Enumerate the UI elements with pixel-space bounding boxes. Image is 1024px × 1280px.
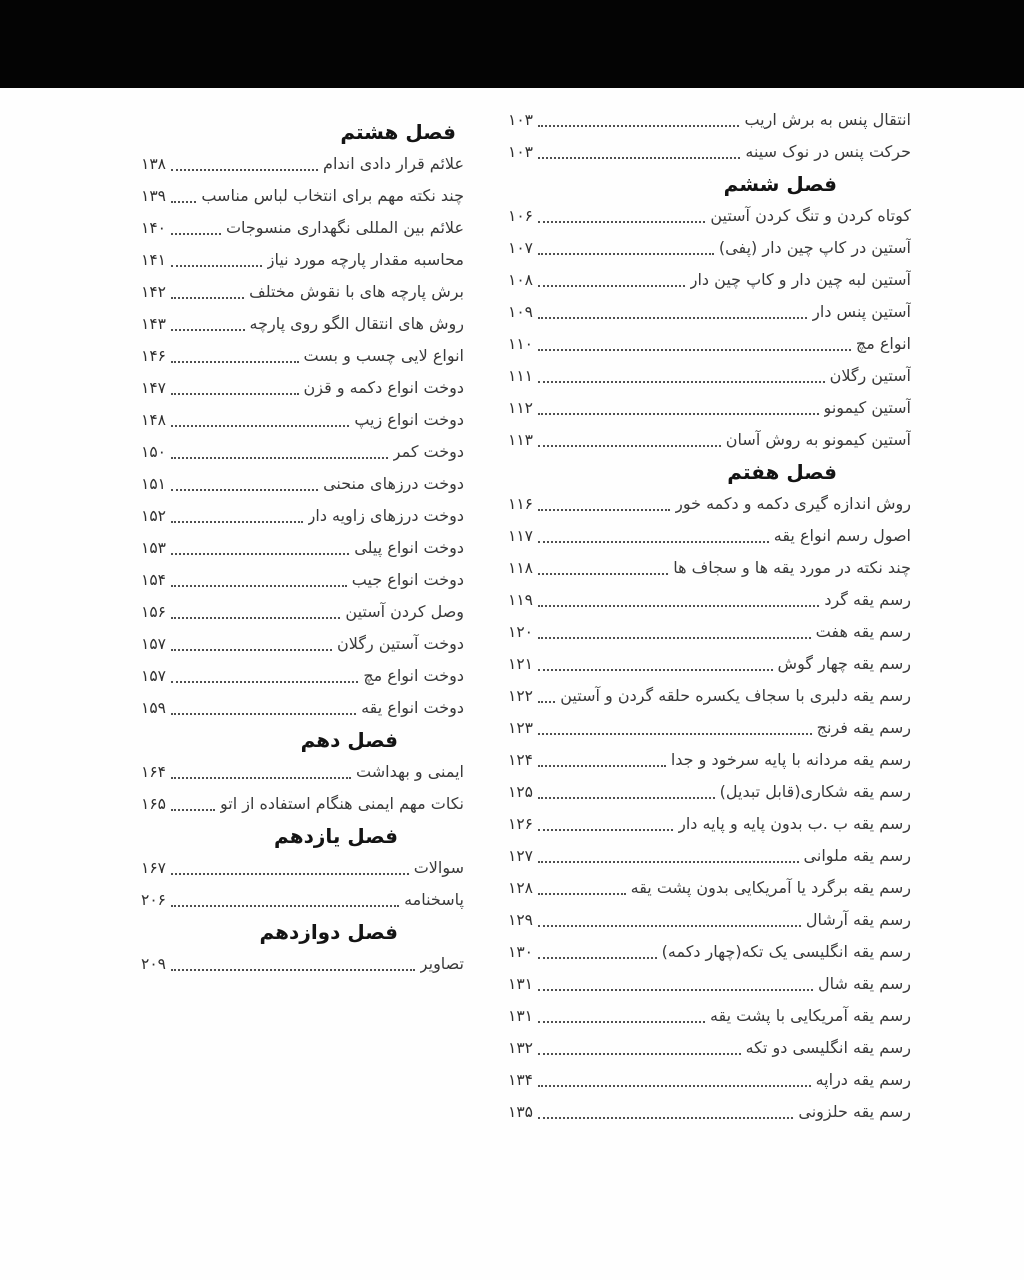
toc-entry <box>136 436 464 468</box>
toc-entry-title: کوتاه کردن و تنگ کردن آستین <box>710 206 911 225</box>
dot-leader <box>171 681 358 683</box>
dot-leader <box>538 445 721 447</box>
toc-entry-page-number: ۱۲۵ <box>508 783 533 801</box>
toc-entry <box>503 776 911 808</box>
toc-entry-title: محاسبه مقدار پارچه مورد نیاز <box>266 250 464 269</box>
dot-leader <box>538 1053 741 1055</box>
toc-entry-title: دوخت انواع زیپ <box>354 410 464 429</box>
toc-entry-title: رسم یقه برگرد یا آمریکایی بدون پشت یقه <box>630 878 911 897</box>
toc-entry-title: اصول رسم انواع یقه <box>773 526 911 545</box>
toc-entry <box>503 232 911 264</box>
toc-entry-title: انواع لایی چسب و بست <box>303 346 464 365</box>
toc-section <box>136 916 464 980</box>
toc-entry <box>503 488 911 520</box>
toc-entry <box>503 840 911 872</box>
toc-entry-title: رسم یقه شال <box>818 974 911 993</box>
toc-column-left <box>136 116 464 980</box>
toc-entry-title: انواع مچ <box>855 334 911 353</box>
dot-leader <box>538 573 668 575</box>
toc-entry-page-number: ۱۲۳ <box>508 719 533 737</box>
chapter-heading: فصل ششم <box>723 172 837 196</box>
toc-entry-title: دوخت انواع دکمه و قزن <box>303 378 464 397</box>
dot-leader <box>171 521 303 523</box>
chapter-heading: فصل دهم <box>300 728 398 752</box>
dot-leader <box>171 649 332 651</box>
toc-entry-title: رسم یقه دراپه <box>815 1070 911 1089</box>
toc-entry <box>503 872 911 904</box>
toc-entry-title: رسم یقه آمریکایی با پشت یقه <box>709 1006 911 1025</box>
toc-section <box>136 820 464 916</box>
toc-entry-title: دوخت انواع مچ <box>363 666 464 685</box>
toc-entry <box>503 616 911 648</box>
dot-leader <box>171 553 349 555</box>
toc-entry-page-number: ۱۱۳ <box>508 431 533 449</box>
toc-entry <box>503 712 911 744</box>
dot-leader <box>171 457 388 459</box>
dot-leader <box>538 701 555 703</box>
toc-entry <box>136 628 464 660</box>
toc-entry <box>136 180 464 212</box>
toc-entry <box>136 788 464 820</box>
toc-entry-page-number: ۱۰۹ <box>508 303 533 321</box>
dot-leader <box>171 393 299 395</box>
toc-entry-page-number: ۱۴۶ <box>141 347 166 365</box>
toc-entry-title: دوخت درزهای منحنی <box>323 474 464 493</box>
toc-entry <box>136 596 464 628</box>
toc-entry-page-number: ۱۴۳ <box>141 315 166 333</box>
toc-entry <box>503 584 911 616</box>
toc-entry-page-number: ۱۲۴ <box>508 751 533 769</box>
toc-entry-page-number: ۱۵۰ <box>141 443 166 461</box>
toc-entry-title: ایمنی و بهداشت <box>356 762 464 781</box>
toc-entry-title: وصل کردن آستین <box>345 602 464 621</box>
toc-entry-page-number: ۱۳۱ <box>508 1007 533 1025</box>
toc-entry <box>503 104 911 136</box>
toc-entry <box>503 328 911 360</box>
toc-entry-title: آستین در کاپ چین دار (پفی) <box>718 238 911 257</box>
toc-entry <box>136 692 464 724</box>
toc-entry <box>136 852 464 884</box>
toc-entry-page-number: ۱۰۶ <box>508 207 533 225</box>
toc-entry <box>503 1064 911 1096</box>
dot-leader <box>538 765 666 767</box>
toc-entry-title: آستین کیمونو <box>823 398 911 417</box>
dot-leader <box>538 509 670 511</box>
toc-entry-title: رسم یقه شکاری(قابل تبدیل) <box>719 782 911 801</box>
toc-entry <box>503 264 911 296</box>
toc-entry <box>503 680 911 712</box>
toc-entry-page-number: ۱۳۸ <box>141 155 166 173</box>
toc-entry-page-number: ۱۰۳ <box>508 111 533 129</box>
toc-entry-page-number: ۱۳۰ <box>508 943 533 961</box>
dot-leader <box>538 349 851 351</box>
toc-entry-title: رسم یقه مردانه با پایه سرخود و جدا <box>670 750 911 769</box>
toc-entry-page-number: ۱۰۳ <box>508 143 533 161</box>
toc-entry-title: رسم یقه انگلیسی یک تکه(چهار دکمه) <box>661 942 911 961</box>
toc-entry-page-number: ۱۶۴ <box>141 763 166 781</box>
toc-entry-title: آستین پنس دار <box>812 302 911 321</box>
toc-entry-title: دوخت آستین رگلان <box>337 634 464 653</box>
toc-entry-title: علائم بین المللی نگهداری منسوجات <box>225 218 464 237</box>
toc-entry-title: آستین رگلان <box>829 366 911 385</box>
toc-entry <box>136 308 464 340</box>
toc-entry-page-number: ۱۵۷ <box>141 635 166 653</box>
dot-leader <box>538 541 769 543</box>
toc-entry-page-number: ۱۶۵ <box>141 795 166 813</box>
toc-entry <box>503 392 911 424</box>
toc-entry <box>136 884 464 916</box>
toc-entry-title: چند نکته مهم برای انتخاب لباس مناسب <box>201 186 464 205</box>
toc-entry-title: انتقال پنس به برش اریب <box>744 110 911 129</box>
toc-entry-page-number: ۱۲۷ <box>508 847 533 865</box>
toc-entry-page-number: ۱۵۴ <box>141 571 166 589</box>
chapter-heading: فصل هفتم <box>727 460 837 484</box>
toc-entry-title: رسم یقه آرشال <box>805 910 911 929</box>
toc-column-right <box>503 104 911 1128</box>
chapter-heading: فصل یازدهم <box>274 824 398 848</box>
toc-entry-title: علائم قرار دادی اندام <box>323 154 464 173</box>
toc-entry <box>503 136 911 168</box>
toc-entry-page-number: ۱۴۲ <box>141 283 166 301</box>
toc-entry-page-number: ۱۲۶ <box>508 815 533 833</box>
dot-leader <box>538 1117 793 1119</box>
dot-leader <box>538 829 673 831</box>
book-page <box>0 88 1024 1280</box>
dot-leader <box>538 989 813 991</box>
toc-entry-title: رسم یقه حلزونی <box>798 1102 911 1121</box>
toc-entry <box>136 660 464 692</box>
dot-leader <box>538 733 812 735</box>
dot-leader <box>171 969 415 971</box>
toc-entry <box>503 648 911 680</box>
toc-entry-page-number: ۱۲۱ <box>508 655 533 673</box>
toc-entry-title: دوخت درزهای زاویه دار <box>307 506 464 525</box>
toc-entry <box>503 744 911 776</box>
toc-entry <box>136 468 464 500</box>
toc-entry-page-number: ۱۱۶ <box>508 495 533 513</box>
toc-entry-page-number: ۱۴۱ <box>141 251 166 269</box>
dot-leader <box>538 861 799 863</box>
dot-leader <box>538 605 819 607</box>
toc-entry-title: تصاویر <box>419 954 464 973</box>
toc-entry <box>136 372 464 404</box>
dot-leader <box>538 637 811 639</box>
toc-entry-title: رسم یقه هفت <box>815 622 911 641</box>
dot-leader <box>171 905 399 907</box>
toc-entry <box>136 532 464 564</box>
dot-leader <box>171 169 318 171</box>
toc-entry-page-number: ۱۵۲ <box>141 507 166 525</box>
top-letterbox-bar <box>0 0 1024 88</box>
toc-entry-page-number: ۱۵۳ <box>141 539 166 557</box>
dot-leader <box>538 925 801 927</box>
toc-section <box>503 104 911 168</box>
toc-entry <box>503 904 911 936</box>
dot-leader <box>538 317 807 319</box>
toc-entry <box>136 244 464 276</box>
toc-entry <box>503 808 911 840</box>
toc-entry-page-number: ۱۵۹ <box>141 699 166 717</box>
toc-entry-page-number: ۱۲۰ <box>508 623 533 641</box>
dot-leader <box>538 797 715 799</box>
dot-leader <box>171 361 299 363</box>
dot-leader <box>171 329 245 331</box>
toc-entry <box>503 296 911 328</box>
toc-entry-title: نکات مهم ایمنی هنگام استفاده از اتو <box>219 794 464 813</box>
toc-entry-page-number: ۱۰۸ <box>508 271 533 289</box>
dot-leader <box>538 253 714 255</box>
toc-section <box>503 456 911 1128</box>
dot-leader <box>171 265 262 267</box>
toc-entry-title: دوخت انواع یقه <box>361 698 464 717</box>
toc-entry-page-number: ۱۵۷ <box>141 667 166 685</box>
toc-section <box>136 724 464 820</box>
dot-leader <box>538 221 705 223</box>
toc-entry-page-number: ۱۵۶ <box>141 603 166 621</box>
dot-leader <box>171 201 196 203</box>
toc-entry-title: دوخت انواع پیلی <box>354 538 464 557</box>
toc-entry-page-number: ۱۱۲ <box>508 399 533 417</box>
toc-entry-page-number: ۱۲۸ <box>508 879 533 897</box>
toc-entry-title: آستین لبه چین دار و کاپ چین دار <box>689 270 911 289</box>
toc-entry-page-number: ۱۱۹ <box>508 591 533 609</box>
toc-entry-title: روش اندازه گیری دکمه و دکمه خور <box>675 494 911 513</box>
chapter-heading: فصل هشتم <box>340 120 456 144</box>
toc-entry <box>136 500 464 532</box>
toc-entry-title: رسم یقه دلبری با سجاف یکسره حلقه گردن و آستین <box>560 686 911 705</box>
toc-entry-title: چند نکته در مورد یقه ها و سجاف ها <box>673 558 911 577</box>
chapter-heading: فصل دوازدهم <box>259 920 398 944</box>
dot-leader <box>538 1021 705 1023</box>
toc-entry <box>503 360 911 392</box>
toc-entry-title: دوخت انواع جیب <box>351 570 464 589</box>
toc-entry-title: روش های انتقال الگو روی پارچه <box>249 314 464 333</box>
toc-entry-page-number: ۱۶۷ <box>141 859 166 877</box>
toc-entry-title: رسم یقه انگلیسی دو تکه <box>745 1038 911 1057</box>
dot-leader <box>538 1085 811 1087</box>
toc-section <box>503 168 911 456</box>
toc-entry <box>503 1000 911 1032</box>
dot-leader <box>538 957 657 959</box>
toc-entry-page-number: ۱۲۹ <box>508 911 533 929</box>
toc-entry-page-number: ۱۰۷ <box>508 239 533 257</box>
dot-leader <box>538 669 773 671</box>
toc-entry <box>503 1032 911 1064</box>
dot-leader <box>171 585 347 587</box>
toc-entry-page-number: ۱۴۷ <box>141 379 166 397</box>
dot-leader <box>538 157 740 159</box>
toc-entry-page-number: ۱۱۸ <box>508 559 533 577</box>
toc-entry <box>503 520 911 552</box>
dot-leader <box>171 617 340 619</box>
toc-entry-title: پاسخنامه <box>404 890 464 909</box>
dot-leader <box>171 297 244 299</box>
toc-entry <box>136 148 464 180</box>
toc-entry-page-number: ۱۳۹ <box>141 187 166 205</box>
dot-leader <box>171 489 318 491</box>
dot-leader <box>538 285 685 287</box>
toc-entry-title: دوخت کمر <box>392 442 464 461</box>
toc-entry <box>503 424 911 456</box>
toc-entry-page-number: ۱۵۱ <box>141 475 166 493</box>
toc-entry-title: حرکت پنس در نوک سینه <box>745 142 911 161</box>
toc-entry <box>136 948 464 980</box>
toc-entry <box>136 756 464 788</box>
toc-entry <box>503 552 911 584</box>
toc-entry-title: سوالات <box>413 858 464 877</box>
toc-entry <box>136 276 464 308</box>
toc-entry-title: برش پارچه های با نقوش مختلف <box>249 282 464 301</box>
toc-entry-page-number: ۱۳۴ <box>508 1071 533 1089</box>
dot-leader <box>171 713 356 715</box>
dot-leader <box>538 893 626 895</box>
toc-entry-page-number: ۱۱۷ <box>508 527 533 545</box>
dot-leader <box>171 425 349 427</box>
toc-section <box>136 116 464 724</box>
toc-entry-page-number: ۲۰۶ <box>141 891 166 909</box>
toc-entry <box>136 212 464 244</box>
toc-entry-page-number: ۱۱۱ <box>508 367 533 385</box>
dot-leader <box>538 381 825 383</box>
toc-entry-page-number: ۱۲۲ <box>508 687 533 705</box>
toc-entry <box>136 340 464 372</box>
toc-entry-title: رسم یقه ملوانی <box>803 846 911 865</box>
toc-entry-page-number: ۱۳۲ <box>508 1039 533 1057</box>
toc-entry-page-number: ۲۰۹ <box>141 955 166 973</box>
dot-leader <box>171 233 221 235</box>
toc-entry-page-number: ۱۴۸ <box>141 411 166 429</box>
toc-entry <box>503 936 911 968</box>
toc-entry <box>136 404 464 436</box>
toc-entry-page-number: ۱۱۰ <box>508 335 533 353</box>
toc-entry-title: رسم یقه فرنج <box>816 718 911 737</box>
toc-entry-title: رسم یقه ب .ب بدون پایه و پایه دار <box>678 814 911 833</box>
dot-leader <box>171 809 215 811</box>
toc-entry <box>136 564 464 596</box>
toc-entry <box>503 200 911 232</box>
dot-leader <box>171 777 351 779</box>
toc-entry <box>503 968 911 1000</box>
toc-entry-title: رسم یقه گرد <box>824 590 911 609</box>
toc-entry-page-number: ۱۳۱ <box>508 975 533 993</box>
dot-leader <box>171 873 409 875</box>
toc-entry-title: رسم یقه چهار گوش <box>777 654 911 673</box>
dot-leader <box>538 413 819 415</box>
toc-entry-page-number: ۱۳۵ <box>508 1103 533 1121</box>
toc-entry-page-number: ۱۴۰ <box>141 219 166 237</box>
toc-entry-title: آستین کیمونو به روش آسان <box>725 430 911 449</box>
dot-leader <box>538 125 739 127</box>
toc-entry <box>503 1096 911 1128</box>
